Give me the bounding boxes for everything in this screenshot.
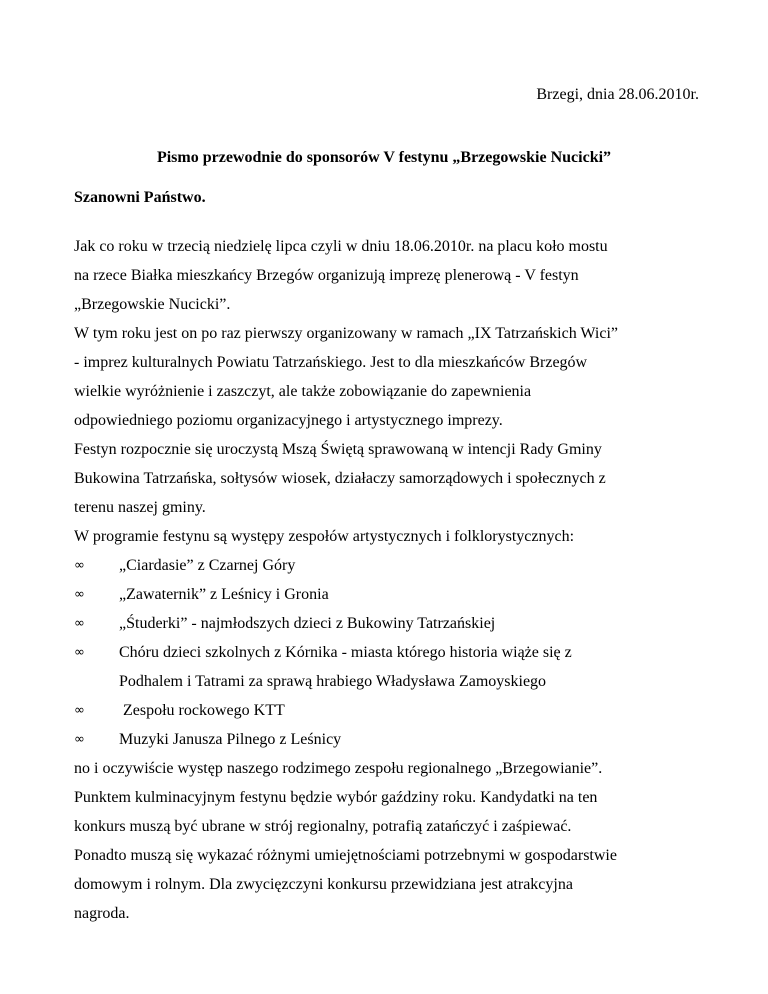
program-list-item [74,551,714,580]
infinity-bullet-icon: ∞ [74,558,85,573]
paragraph-line: Punktem kulminacyjnym festynu będzie wybór gaździny roku. Kandydatki na ten [74,789,598,806]
program-list-item [74,580,714,609]
program-list-item [74,609,714,638]
letter-title: Pismo przewodnie do sponsorów V festynu „Brzegowskie Nucicki” [156,149,612,166]
program-item-text: „Zawaternik” z Leśnicy i Gronia [119,586,329,603]
infinity-bullet-icon: ∞ [74,587,85,602]
program-item-text: „Ciardasie” z Czarnej Góry [119,557,296,574]
program-item-text-continued: Podhalem i Tatrami za sprawą hrabiego Władysława Zamoyskiego [119,673,547,690]
letter-date: Brzegi, dnia 28.06.2010r. [536,86,699,103]
paragraph-line: Festyn rozpocznie się uroczystą Mszą Świętą sprawowaną w intencji Rady Gminy [74,441,602,458]
infinity-bullet-icon: ∞ [74,703,85,718]
paragraph-line: konkurs muszą być ubrane w strój regionalny, potrafią zatańczyć i zaśpiewać. [74,818,572,835]
program-item-text: Muzyki Janusza Pilnego z Leśnicy [119,731,342,748]
program-intro: W programie festynu są występy zespołów artystycznych i folklorystycznych: [74,528,575,545]
paragraph-line: W tym roku jest on po raz pierwszy organizowany w ramach „IX Tatrzańskich Wici” [74,325,618,342]
paragraph-line: Jak co roku w trzecią niedzielę lipca czyli w dniu 18.06.2010r. na placu koło mostu [74,238,608,255]
paragraph-line: no i oczywiście występ naszego rodzimego zespołu regionalnego „Brzegowianie”. [74,760,603,777]
infinity-bullet-icon: ∞ [74,645,85,660]
paragraph-line: - imprez kulturalnych Powiatu Tatrzańskiego. Jest to dla mieszkańców Brzegów [74,354,588,371]
program-list-item [74,696,714,725]
letter-body [74,232,714,928]
paragraph-line: Ponadto muszą się wykazać różnymi umiejętnościami potrzebnymi w gospodarstwie [74,847,617,864]
infinity-bullet-icon: ∞ [74,616,85,631]
program-list-item [74,638,714,696]
paragraph-line: nagroda. [74,905,130,922]
paragraph-line: odpowiedniego poziomu organizacyjnego i artystycznego imprezy. [74,412,503,429]
paragraph-line: domowym i rolnym. Dla zwycięzczyni konkursu przewidziana jest atrakcyjna [74,876,573,893]
paragraph-line: „Brzegowskie Nucicki”. [74,296,231,313]
paragraph-line: Bukowina Tatrzańska, sołtysów wiosek, działaczy samorządowych i społecznych z [74,470,606,487]
program-item-text: „Śtuderki” - najmłodszych dzieci z Bukowiny Tatrzańskiej [119,615,496,632]
paragraph-line: terenu naszej gminy. [74,499,206,516]
paragraph-line: na rzece Białka mieszkańcy Brzegów organizują imprezę plenerową - V festyn [74,267,579,284]
program-item-text: Chóru dzieci szkolnych z Kórnika - miasta którego historia wiąże się z [119,644,572,661]
letter-greeting: Szanowni Państwo. [74,189,206,206]
program-list-item [74,725,714,754]
program-item-text: Zespołu rockowego KTT [123,702,285,719]
paragraph-line: wielkie wyróżnienie i zaszczyt, ale także zobowiązanie do zapewnienia [74,383,532,400]
infinity-bullet-icon: ∞ [74,732,85,747]
